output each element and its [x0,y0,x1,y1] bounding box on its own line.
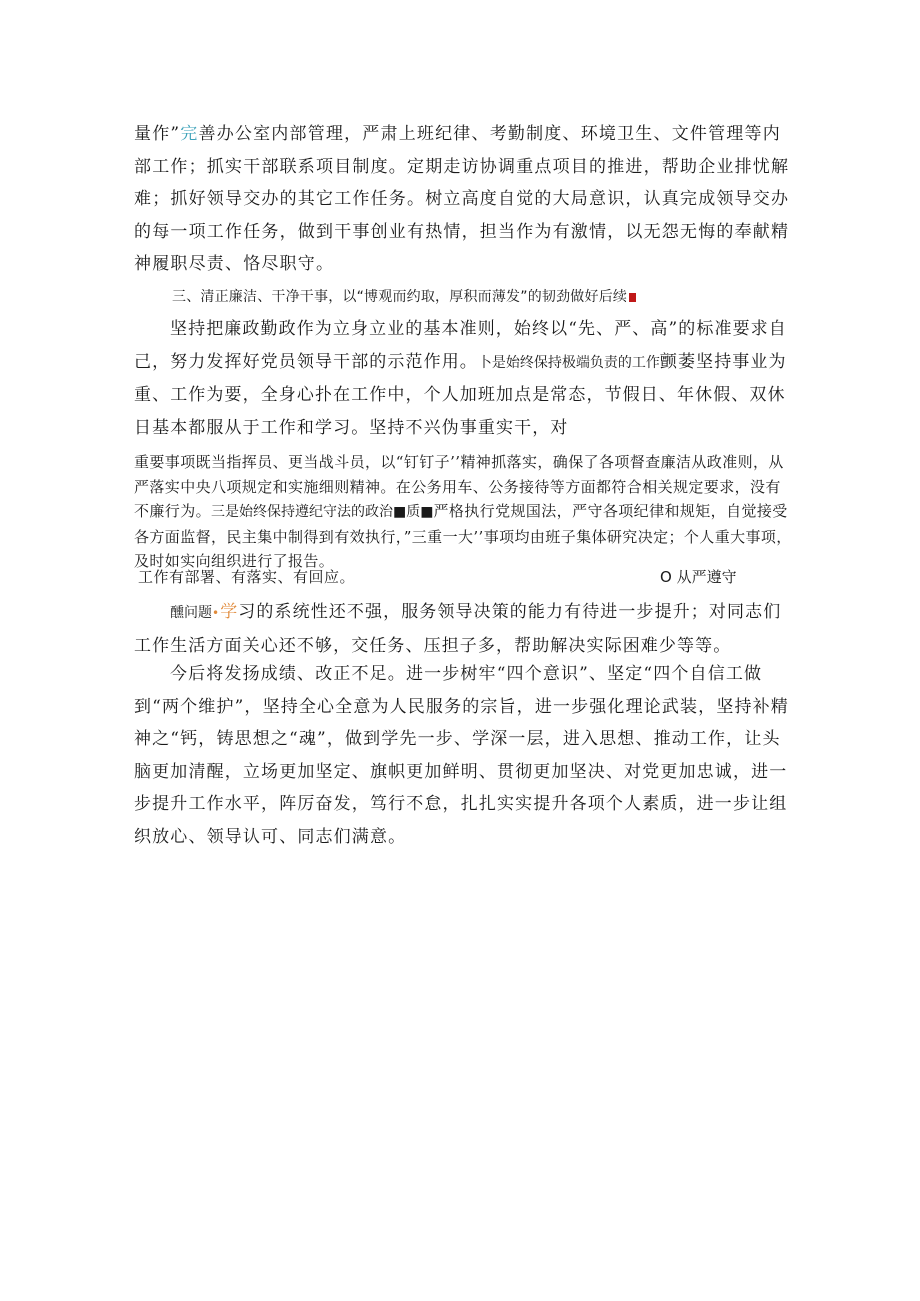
para4-highlight: 学 [220,602,239,622]
paragraph-future-plan [134,658,794,853]
paragraph-discipline [134,450,794,574]
para1-body: 善办公室内部管理，严肃上班纪律、考勤制度、环境卫生、文件管理等内部工作；抓实干部联系项目制度。定期走访协调重点项目的推进，帮助企业排忧解难；抓好领导交办的其它工作任务。树立高度自觉的大局意识，认真完成领导交办的每一项工作任务，做到干事创业有热情，担当作为有激情，以无怨无悔的奉献精神履职尽责、恪尽职守。 [134,124,790,274]
para4-dot: • [212,606,221,620]
para5-body: 今后将发扬成绩、改正不足。进一步树牢“四个意识”、坚定“四个自信工做到“两个维护”，坚持全心全意为人民服务的宗旨，进一步强化理论武装，坚持补精神之“钙，铸思想之“魂”，做到学先一步、学深一层，进入思想、推动工作，让头脑更加清醒，立场更加坚定、旗帜更加鲜明、贯彻更加坚决、对党更加忠诚，进一步提升工作水平，阵厉奋发，笃行不怠，扎扎实实提升各项个人素质，进一步让组织放心、领导认可、同志们满意。 [134,664,789,847]
paragraph-problems [134,596,794,662]
section-heading-integrity [172,286,792,308]
para2-text-b: 卜是始终保持极端负责的工作 [477,354,660,371]
row-right-text: O 从严遵守 [660,568,737,586]
para2-text-c: 颤萎坚持事业为重、工作为要，全身心扑在工作中，个人加班加点是常态，节假日、年休假、双休日基本都服从于工作和学习。坚持不兴伪事重实干，对 [134,351,787,438]
paragraph-integrity [134,313,794,444]
para3-text-b: 三是始终保持遵纪守法的政治■质■ [211,504,434,520]
para2-text-a: 坚持把廉政勤政作为立身立业的基本准则，始终以“先、严、高”的标准要求自己，努力发挥好党员领导干部的示范作用。 [134,319,787,372]
para4-lead: 醺问题 [170,605,212,621]
para3-text-a: 重要事项既当指挥员、更当战斗员，以“钉钉子’’精神抓落实，确保了各项督查廉洁从政准则，从严落实中央八项规定和实施细则精神。在公务用车、公务接待等方面都符合相关规定要求，没有不廉行为。 [134,453,784,520]
red-square-mark [629,293,636,302]
para1-lead: 量作” [134,124,181,144]
paragraph-office-management [134,118,794,281]
heading3-text: 三、清正廉洁、干净干事，以“博观而约取，厚积而薄发”的韧劲做好后续 [172,289,628,305]
para3-text-c: 严格执行党规国法，严守各项纪律和规矩，自觉接受各方面监督，民主集中制得到有效执行，”三重一大’’事项均由班子集体研究决定；个人重大事项，及时如实向组织进行了报告。 [134,502,792,570]
para4-body: 习的系统性还不强，服务领导决策的能力有待进一步提升；对同志们工作生活方面关心还不够，交任务、压担子多，帮助解决实际困难少等等。 [134,602,782,656]
row-left-text: 工作有部署、有落实、有回应。 [138,568,356,586]
para1-highlight: 完 [180,124,199,144]
